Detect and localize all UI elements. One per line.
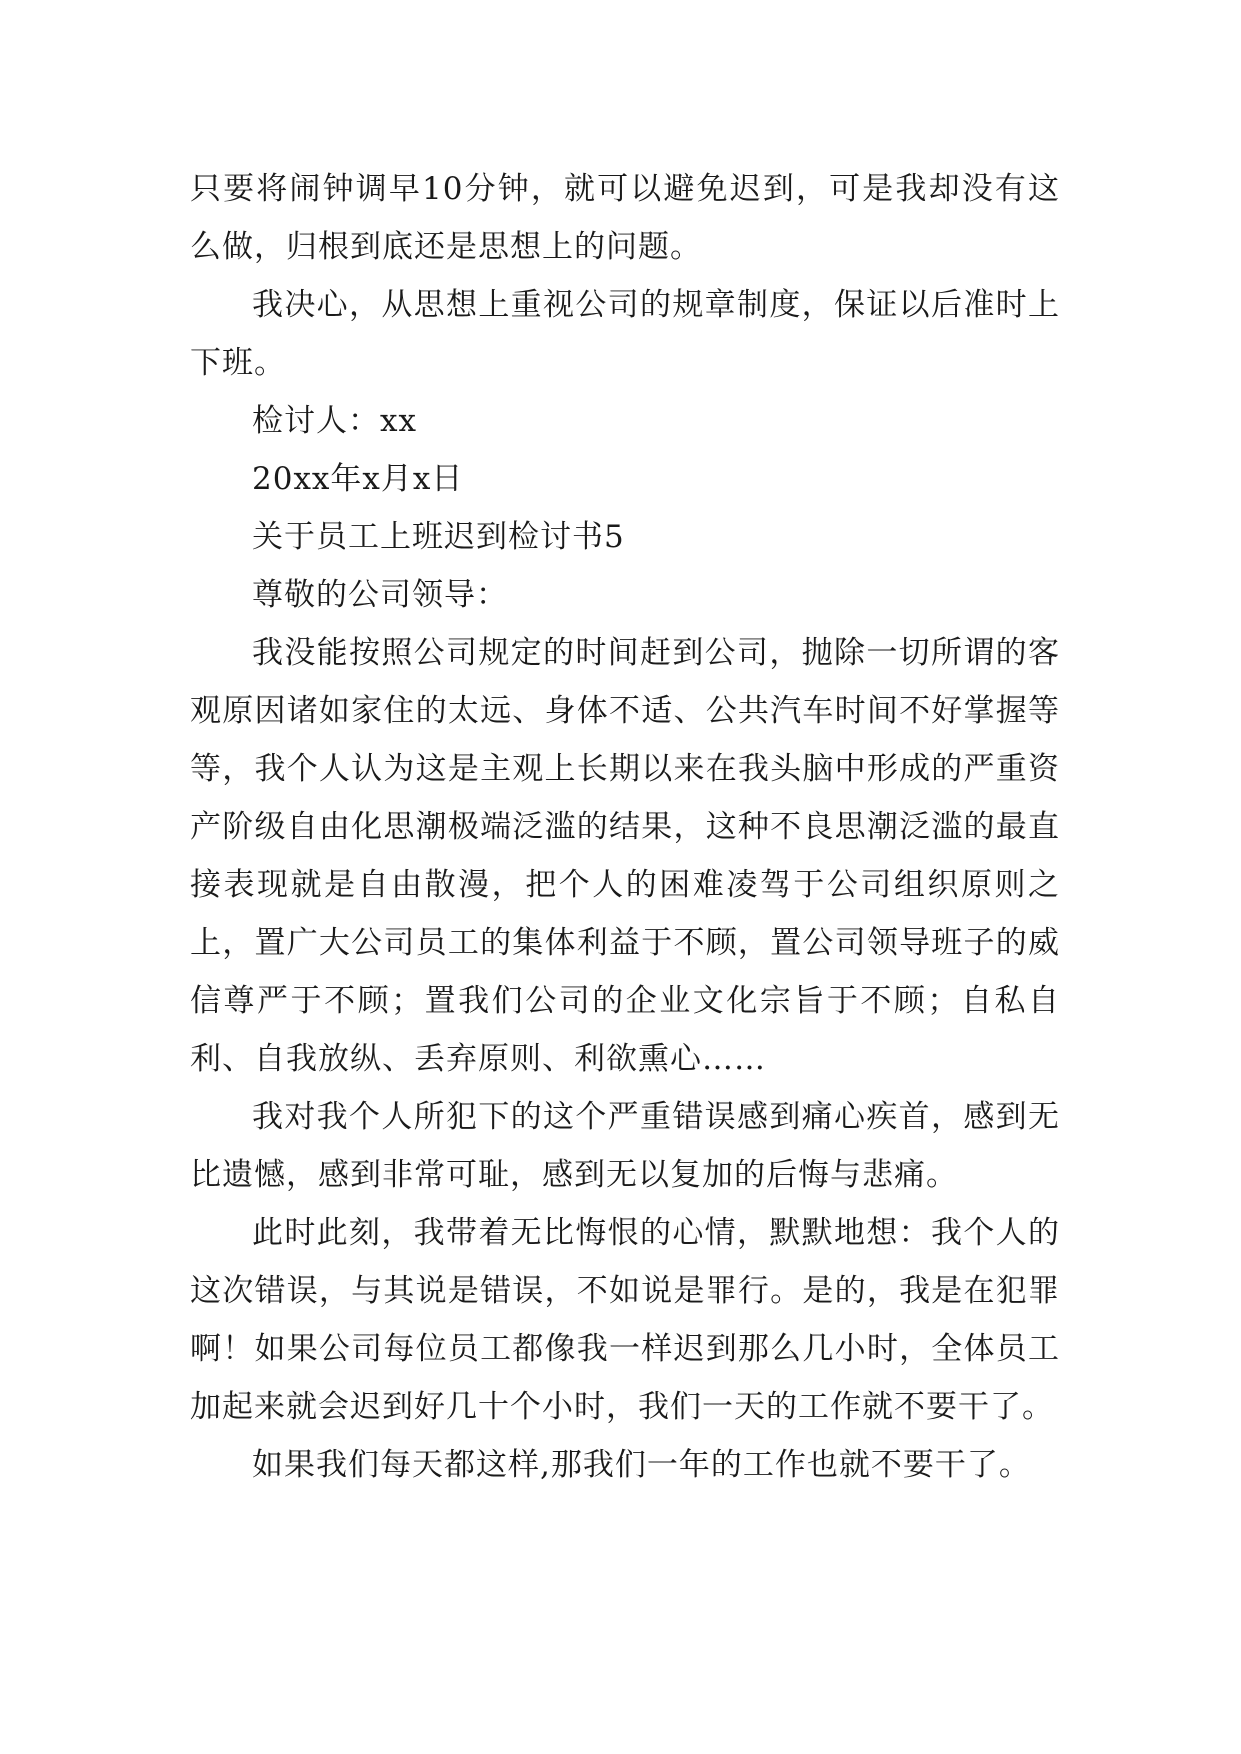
document-body xyxy=(190,160,1060,1494)
paragraph-2: 我决心，从思想上重视公司的规章制度，保证以后准时上下班。 xyxy=(190,287,1060,381)
salutation: 尊敬的公司领导： xyxy=(252,577,508,613)
paragraph-3: 我没能按照公司规定的时间赶到公司，抛除一切所谓的客观原因诸如家住的太远、身体不适、公共汽车时间不好掌握等等，我个人认为这是主观上长期以来在我头脑中形成的严重资产阶级自由化思潮极端泛滥的结果，这种不良思潮泛滥的最直接表现就是自由散漫，把个人的困难凌驾于公司组织原则之上，置广大公司员工的集体利益于不顾，置公司领导班子的威信尊严于不顾；置我们公司的企业文化宗旨于不顾；自私自利、自我放纵、丢弃原则、利欲熏心…… xyxy=(190,635,1060,1077)
section-title: 关于员工上班迟到检讨书5 xyxy=(252,519,625,555)
paragraph-1: 只要将闹钟调早10分钟，就可以避免迟到，可是我却没有这么做，归根到底还是思想上的问题。 xyxy=(190,171,1060,265)
reviewer-line: 检讨人：xx xyxy=(252,403,417,439)
paragraph-6: 如果我们每天都这样,那我们一年的工作也就不要干了。 xyxy=(252,1447,1031,1483)
date-line: 20xx年x月x日 xyxy=(252,461,464,497)
paragraph-4: 我对我个人所犯下的这个严重错误感到痛心疾首，感到无比遗憾，感到非常可耻，感到无以复加的后悔与悲痛。 xyxy=(190,1099,1060,1193)
paragraph-5: 此时此刻，我带着无比悔恨的心情，默默地想：我个人的这次错误，与其说是错误，不如说是罪行。是的，我是在犯罪啊！如果公司每位员工都像我一样迟到那么几小时，全体员工加起来就会迟到好几十个小时，我们一天的工作就不要干了。 xyxy=(190,1215,1060,1425)
